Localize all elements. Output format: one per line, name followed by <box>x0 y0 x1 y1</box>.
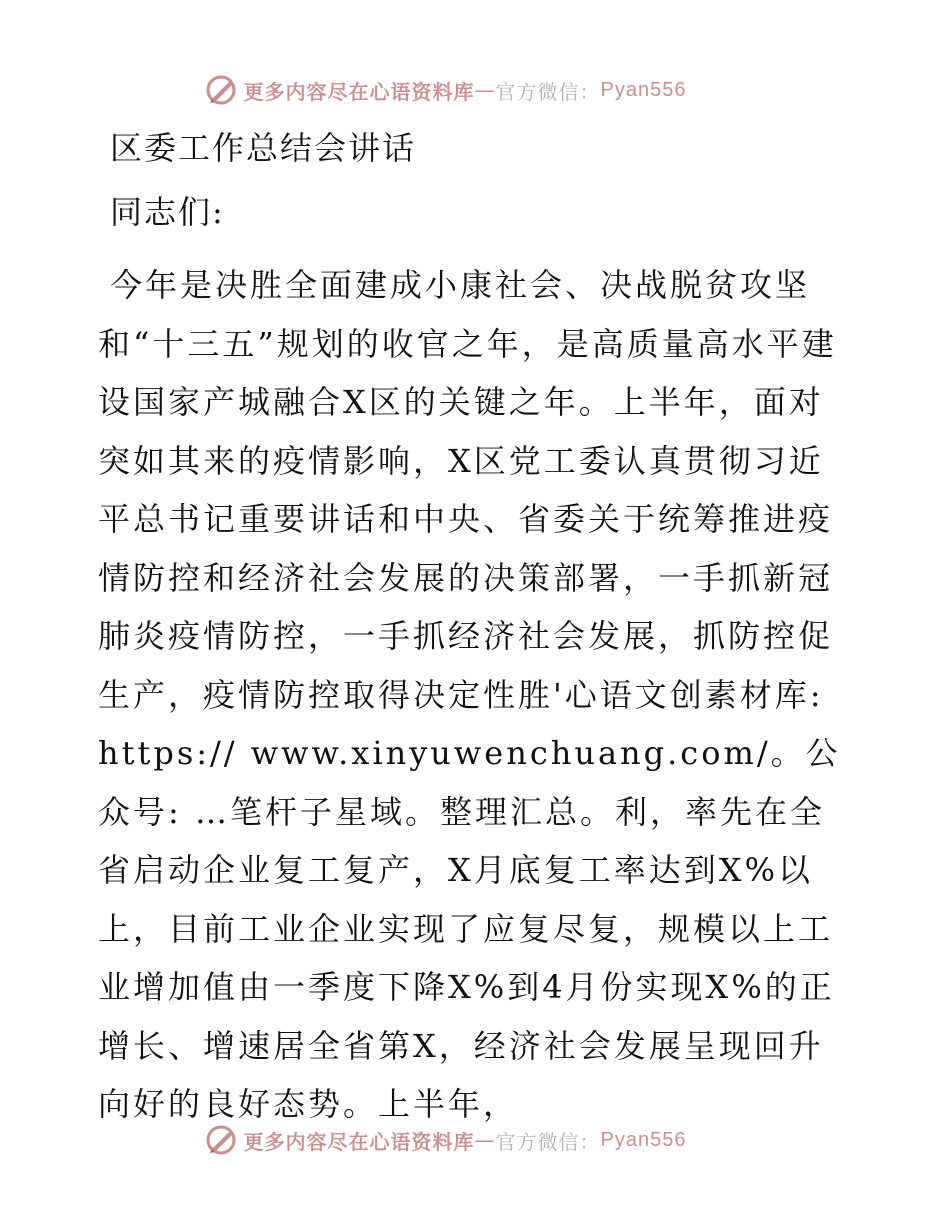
watermark-separator: — <box>474 78 496 102</box>
watermark-footer <box>0 1120 950 1160</box>
pen-logo-icon <box>204 73 238 107</box>
watermark-main-text: 更多内容尽在心语资料库 <box>243 1129 475 1154</box>
watermark-wechat-label: 官方微信： <box>495 1129 601 1154</box>
watermark-header <box>0 70 950 110</box>
document-body <box>98 124 858 1134</box>
document-salutation: 同志们: <box>110 193 225 231</box>
watermark-wechat-label: 官方微信： <box>495 79 601 104</box>
watermark-separator: — <box>474 1128 496 1152</box>
watermark-wechat-id: Pyan556 <box>600 78 687 101</box>
watermark-wechat-id: Pyan556 <box>600 1128 687 1151</box>
document-title: 区委工作总结会讲话 <box>110 129 417 167</box>
document-paragraph: 今年是决胜全面建成小康社会、决战脱贫攻坚和“十三五”规划的收官之年，是高质量高水平建设国家产城融合X区的关键之年。上半年，面对突如其来的疫情影响，X区党工委认真贯彻习近平总书记重要讲话和中央、省委关于统筹推进疫情防控和经济社会发展的决策部署，一手抓新冠肺炎疫情防控，一手抓经济社会发展，抓防控促生产，疫情防控取得决定性胜'心语文创素材库: https:// www.xinyuwenchuang.com/。公众号: …笔杆子星域。整理汇总。利，率先在全省启动企业复工复产，X月底复工率达到X%以上，目前工业企业实现了应复尽复，规模以上工业增加值由一季度下降X%到4月份实现X%的正增长、增速居全省第X，经济社会发展呈现回升向好的良好态势。上半年， <box>98 266 841 1123</box>
watermark-main-text: 更多内容尽在心语资料库 <box>243 79 475 104</box>
pen-logo-icon <box>204 1123 238 1157</box>
